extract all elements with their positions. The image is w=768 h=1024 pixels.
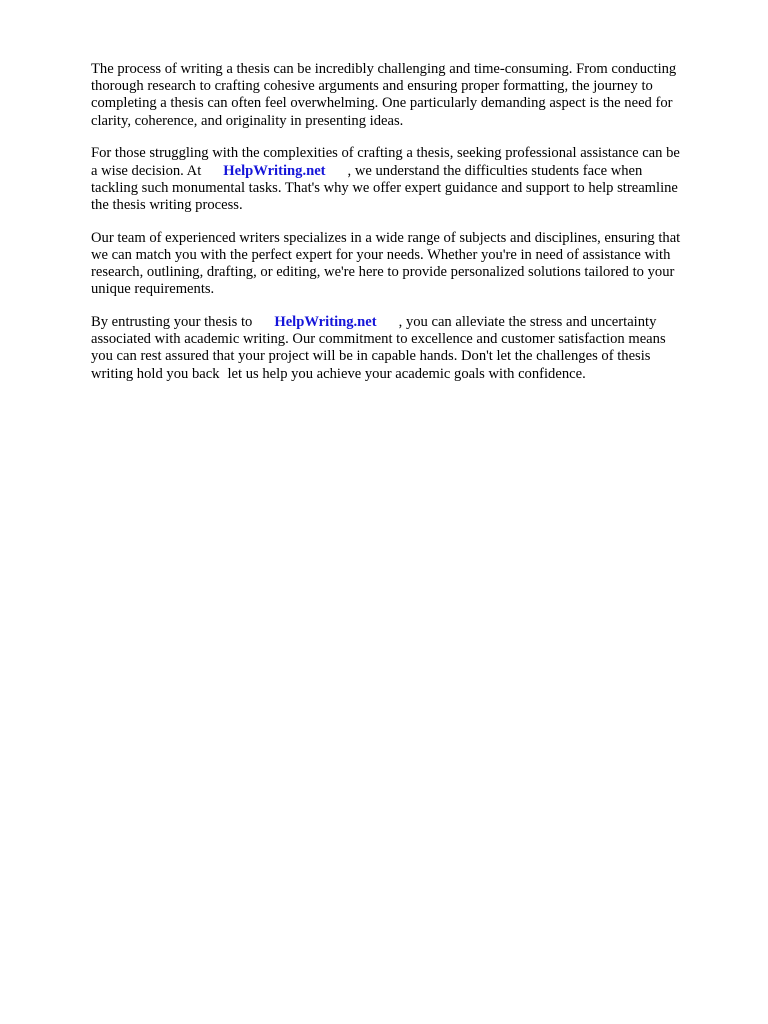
text-line-with-link [91,163,721,180]
helpwriting-link[interactable]: HelpWriting.net [223,162,326,179]
text-line: Our team of experienced writers specializes in a wide range of subjects and disciplines, ensuring that [91,229,681,246]
document-body [91,61,721,398]
text-fragment: By entrusting your thesis to [91,313,253,330]
text-fragment: writing hold you back [91,365,220,382]
text-line: we can match you with the perfect expert for your needs. Whether you're in need of assistance with [91,246,671,263]
text-line: The process of writing a thesis can be incredibly challenging and time-consuming. From conducting [91,61,677,77]
text-fragment: , we understand the difficulties students face when [347,162,643,179]
text-line: you can rest assured that your project will be in capable hands. Don't let the challenges of thesis [91,348,651,365]
text-line: completing a thesis can often feel overwhelming. One particularly demanding aspect is the need for [91,95,673,112]
text-line: For those struggling with the complexities of crafting a thesis, seeking professional assistance can be [91,145,680,162]
paragraph-team [91,230,721,299]
text-line-with-link [91,314,721,331]
text-line: the thesis writing process. [91,196,243,213]
paragraph-entrusting [91,314,721,383]
text-fragment: , you can alleviate the stress and uncertainty [398,313,657,330]
paragraph-assistance [91,145,721,214]
text-line: clarity, coherence, and originality in presenting ideas. [91,112,404,129]
text-line: thorough research to crafting cohesive arguments and ensuring proper formatting, the journey to [91,78,653,95]
text-fragment: let us help you achieve your academic goals with confidence. [227,365,586,382]
text-line: tackling such monumental tasks. That's why we offer expert guidance and support to help streamline [91,179,678,196]
text-line: unique requirements. [91,281,215,298]
text-line [91,366,721,383]
paragraph-intro [91,61,721,130]
text-line: research, outlining, drafting, or editing, we're here to provide personalized solutions tailored to your [91,264,675,281]
text-fragment: a wise decision. At [91,162,202,179]
text-line: associated with academic writing. Our commitment to excellence and customer satisfaction means [91,331,666,348]
helpwriting-link[interactable]: HelpWriting.net [274,313,377,330]
